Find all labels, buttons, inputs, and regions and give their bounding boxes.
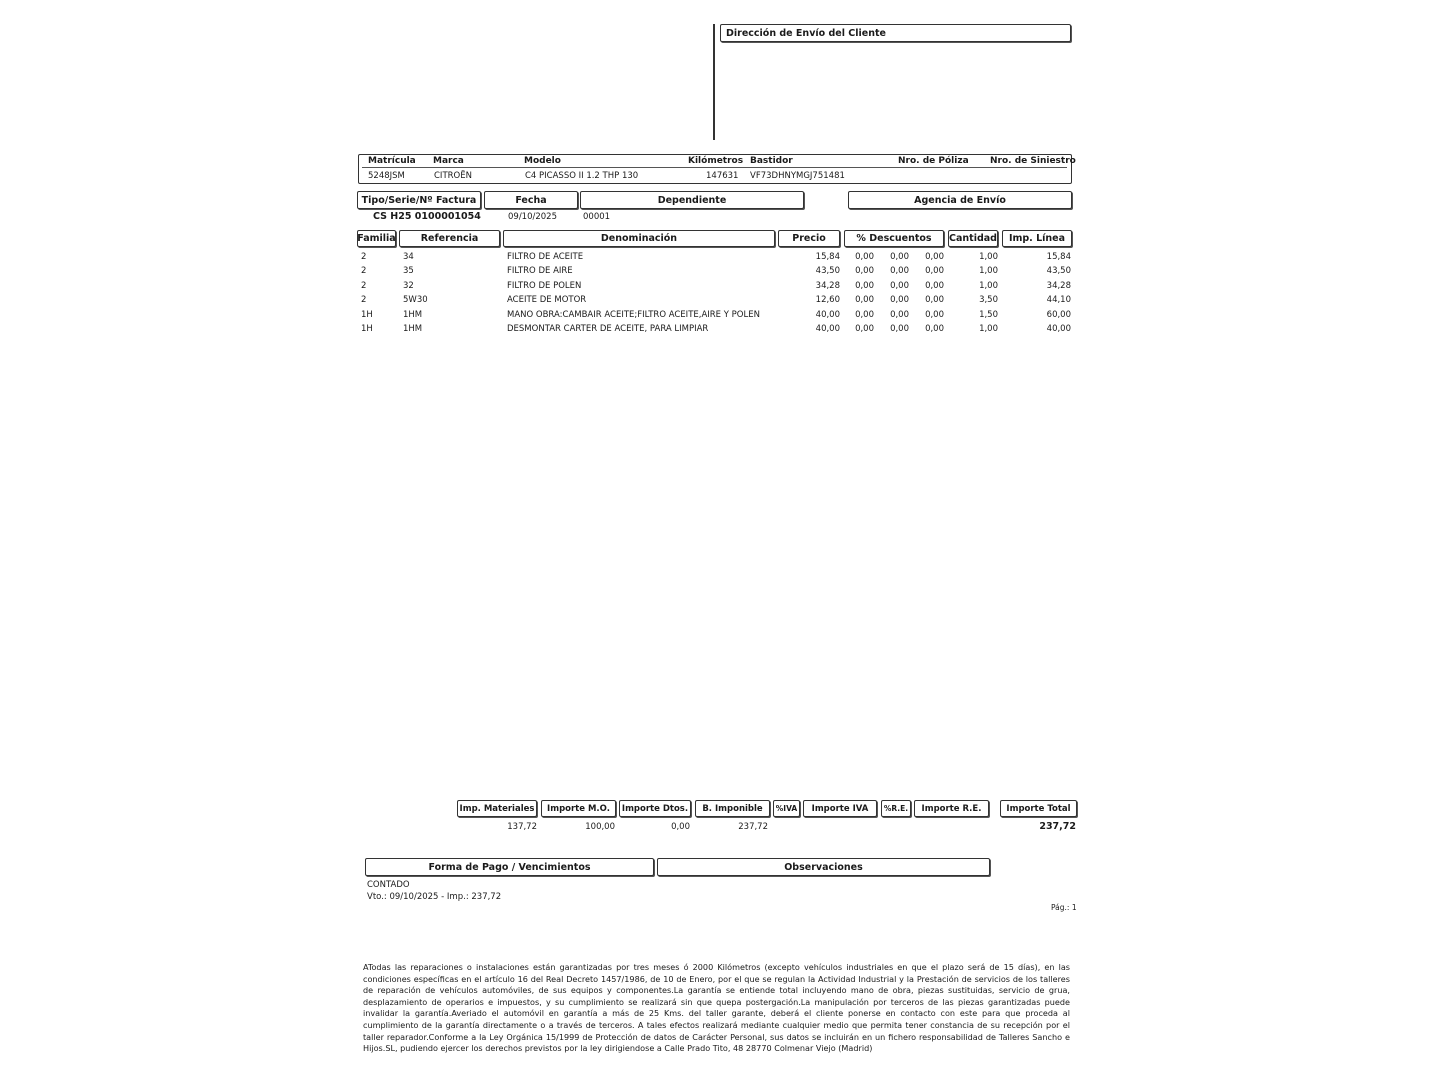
row-referencia: 1HM	[403, 324, 423, 334]
row-familia: 2	[361, 295, 367, 305]
total-mo: 100,00	[585, 822, 615, 832]
row-dto3: 0,00	[925, 295, 944, 305]
row-familia: 2	[361, 281, 367, 291]
row-cantidad: 1,50	[979, 310, 998, 320]
row-dto2: 0,00	[890, 281, 909, 291]
row-familia: 1H	[361, 324, 373, 334]
header-fecha: Fecha	[484, 191, 578, 209]
total-header-mo: Importe M.O.	[541, 800, 616, 817]
row-dto1: 0,00	[855, 252, 874, 262]
total-header-imponible: B. Imponible	[695, 800, 770, 817]
row-precio: 15,84	[815, 252, 840, 262]
row-referencia: 5W30	[403, 295, 428, 305]
row-cantidad: 1,00	[979, 324, 998, 334]
row-importe: 40,00	[1046, 324, 1071, 334]
total-header-materiales: Imp. Materiales	[457, 800, 537, 817]
header-siniestro: Nro. de Siniestro	[990, 156, 1076, 166]
header-dependiente: Dependiente	[580, 191, 804, 209]
row-precio: 40,00	[815, 310, 840, 320]
total-header-re-pct: %R.E.	[881, 800, 911, 817]
legal-notice: ATodas las reparaciones o instalaciones están garantizadas por tres meses ó 2000 Kilómetros (excepto vehículos industriales en que el plazo será de 15 días), en las condiciones específicas en el artículo 16 del Real Decreto 1457/1986, de 10 de Enero, por el que se regulan la Actividad Industrial y la Prestación de servicios de los talleres de reparación de vehículos automóviles, de sus equipos y componentes.La garantía se entiende total incluyendo mano de obra, piezas sustituidas, servicio de grua, desplazamiento de operarios e impuestos, y su cumplimiento se realizará sin que quepa postergación.La manipulación por terceros de las piezas garantizadas puede invalidar la garantía.Averiado el automóvil en garantía a más de 25 Kms. del taller garante, deberá el cliente ponerse en contacto con este para que proceda al cumplimiento de la garantía directamente o a través de terceros. A tales efectos realizará mediante cualquier medio que permita tener constancia de su recepción por el taller reparador.Conforme a la Ley Orgánica 15/1999 de Protección de datos de Carácter Personal, sus datos se incluirán en un fichero responsabilidad de Talleres Sancho e Hijos.SL, pudiendo ejercer los derechos previstos por la ley dirigiendose a Calle Prado Tito, 48 28770 Colmenar Viejo (Madrid)	[363, 962, 1070, 1054]
row-importe: 44,10	[1046, 295, 1071, 305]
total-imponible: 237,72	[738, 822, 768, 832]
row-familia: 1H	[361, 310, 373, 320]
row-denominacion: FILTRO DE AIRE	[507, 266, 573, 276]
row-dto2: 0,00	[890, 324, 909, 334]
row-dto3: 0,00	[925, 324, 944, 334]
row-dto2: 0,00	[890, 252, 909, 262]
col-familia: Familia	[357, 230, 396, 247]
col-precio: Precio	[778, 230, 840, 247]
row-precio: 43,50	[815, 266, 840, 276]
payment-method: CONTADO	[367, 880, 410, 890]
header-tipo-serie-factura: Tipo/Serie/Nº Factura	[357, 191, 481, 209]
row-cantidad: 1,00	[979, 252, 998, 262]
header-matricula: Matrícula	[368, 156, 416, 166]
row-dto3: 0,00	[925, 310, 944, 320]
row-dto1: 0,00	[855, 295, 874, 305]
header-agencia-envio: Agencia de Envío	[848, 191, 1072, 209]
payment-due: Vto.: 09/10/2025 - Imp.: 237,72	[367, 892, 502, 902]
row-cantidad: 1,00	[979, 266, 998, 276]
row-familia: 2	[361, 252, 367, 262]
row-dto1: 0,00	[855, 281, 874, 291]
row-importe: 15,84	[1046, 252, 1071, 262]
observations-header: Observaciones	[657, 858, 990, 876]
address-divider	[713, 24, 715, 140]
total-header-re: Importe R.E.	[914, 800, 989, 817]
invoice-number: CS H25 0100001054	[373, 211, 481, 222]
row-denominacion: FILTRO DE POLEN	[507, 281, 582, 291]
total-header-dtos: Importe Dtos.	[619, 800, 691, 817]
value-kilometros: 147631	[706, 171, 739, 181]
page-number: Pág.: 1	[1051, 903, 1077, 912]
row-referencia: 35	[403, 266, 414, 276]
row-dto3: 0,00	[925, 266, 944, 276]
row-precio: 40,00	[815, 324, 840, 334]
header-poliza: Nro. de Póliza	[898, 156, 969, 166]
row-referencia: 32	[403, 281, 414, 291]
row-importe: 60,00	[1046, 310, 1071, 320]
total-importe-total: 237,72	[1039, 821, 1076, 832]
row-dto2: 0,00	[890, 295, 909, 305]
row-dto1: 0,00	[855, 266, 874, 276]
total-dtos: 0,00	[671, 822, 690, 832]
value-modelo: C4 PICASSO II 1.2 THP 130	[525, 171, 639, 181]
payment-header: Forma de Pago / Vencimientos	[365, 858, 654, 876]
row-importe: 34,28	[1046, 281, 1071, 291]
invoice-date: 09/10/2025	[508, 212, 557, 222]
value-marca: CITROËN	[434, 171, 472, 181]
row-denominacion: MANO OBRA:CAMBAIR ACEITE;FILTRO ACEITE,AIRE Y POLEN	[507, 310, 760, 320]
row-precio: 34,28	[815, 281, 840, 291]
total-materiales: 137,72	[507, 822, 537, 832]
row-dto3: 0,00	[925, 281, 944, 291]
row-importe: 43,50	[1046, 266, 1071, 276]
header-bastidor: Bastidor	[750, 156, 793, 166]
shipping-address-header: Dirección de Envío del Cliente	[720, 24, 1071, 42]
total-header-importe-total: Importe Total	[1000, 800, 1077, 817]
row-referencia: 34	[403, 252, 414, 262]
col-cantidad: Cantidad	[948, 230, 998, 247]
col-imp-linea: Imp. Línea	[1002, 230, 1072, 247]
vehicle-header-underline	[362, 167, 1067, 168]
row-dto1: 0,00	[855, 324, 874, 334]
row-denominacion: DESMONTAR CARTER DE ACEITE, PARA LIMPIAR	[507, 324, 709, 334]
col-denominacion: Denominación	[503, 230, 775, 247]
col-referencia: Referencia	[399, 230, 500, 247]
value-bastidor: VF73DHNYMGJ751481	[750, 171, 845, 181]
value-matricula: 5248JSM	[368, 171, 405, 181]
row-dto2: 0,00	[890, 266, 909, 276]
row-denominacion: FILTRO DE ACEITE	[507, 252, 584, 262]
row-denominacion: ACEITE DE MOTOR	[507, 295, 587, 305]
row-dto1: 0,00	[855, 310, 874, 320]
total-header-iva: Importe IVA	[803, 800, 877, 817]
total-header-iva-pct: %IVA	[773, 800, 800, 817]
row-cantidad: 1,00	[979, 281, 998, 291]
row-dto3: 0,00	[925, 252, 944, 262]
row-cantidad: 3,50	[979, 295, 998, 305]
invoice-clerk: 00001	[583, 212, 611, 222]
row-familia: 2	[361, 266, 367, 276]
col-descuentos: % Descuentos	[844, 230, 944, 247]
row-precio: 12,60	[815, 295, 840, 305]
header-marca: Marca	[433, 156, 464, 166]
header-modelo: Modelo	[524, 156, 561, 166]
row-dto2: 0,00	[890, 310, 909, 320]
header-kilometros: Kilómetros	[688, 156, 744, 166]
row-referencia: 1HM	[403, 310, 423, 320]
